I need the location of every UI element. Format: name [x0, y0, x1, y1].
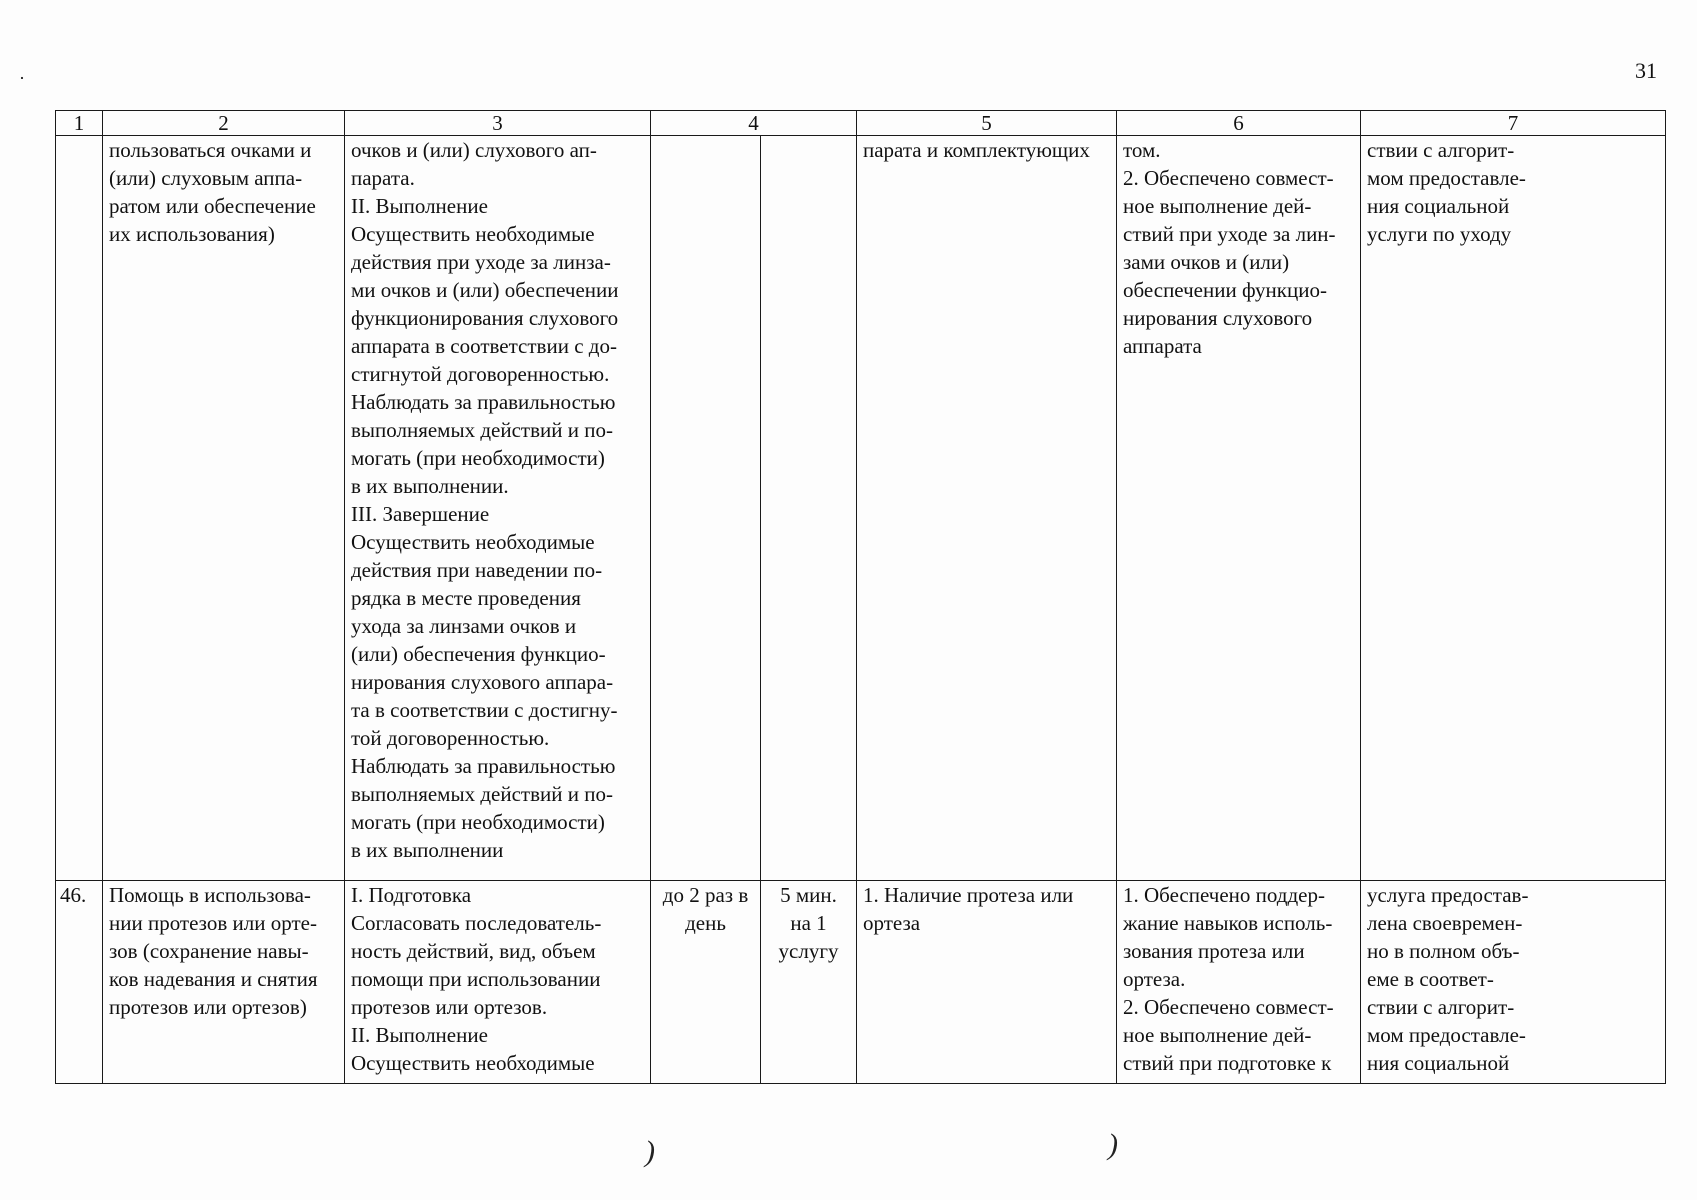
column-header-2: 2: [103, 111, 345, 136]
row-number: [56, 136, 103, 881]
frequency-cell: [651, 136, 761, 881]
service-content-cell: очков и (или) слухового ап- парата. II. Выполнение Осуществить необходимые действия при уходе за линза- ми очков и (или) обеспечении функционирования слухового аппарата в соответствии с до- стигнутой договоренностью. Наблюдать за правильностью выполняемых действий и по- могать (при необходимости) в их выполнении. III. Завершение Осуществить необходимые действия при наведении по- рядка в месте проведения ухода за линзами очков и (или) обеспечения функцио- нирования слухового аппара- та в соответствии с достигну- той договоренностью. Наблюдать за правильностью выполняемых действий и по- могать (при необходимости) в их выполнении: [345, 136, 651, 881]
quality-cell: услуга предостав- лена своевремен- но в полном объ- еме в соответ- ствии с алгорит- мом предоставле- ния социальной: [1361, 881, 1666, 1084]
column-header-1: 1: [56, 111, 103, 136]
result-cell: том. 2. Обеспечено совмест- ное выполнение дей- ствий при уходе за лин- зами очков и (или) обеспечении функцио- нирования слухового аппарата: [1117, 136, 1361, 881]
result-cell: 1. Обеспечено поддер- жание навыков исполь- зования протеза или ортеза. 2. Обеспечено совмест- ное выполнение дей- ствий при подготовке к: [1117, 881, 1361, 1084]
service-name-cell: пользоваться очками и (или) слуховым аппа- ратом или обеспечение их использования): [103, 136, 345, 881]
quality-cell: ствии с алгорит- мом предоставле- ния социальной услуги по уходу: [1361, 136, 1666, 881]
column-header-3: 3: [345, 111, 651, 136]
stray-mark: ·: [19, 68, 25, 88]
column-header-5: 5: [857, 111, 1117, 136]
service-name-cell: Помощь в использова- нии протезов или орте- зов (сохранение навы- ков надевания и снятия протезов или ортезов): [103, 881, 345, 1084]
scan-mark: ): [1108, 1128, 1118, 1161]
frequency-cell: до 2 раз в день: [651, 881, 761, 1084]
column-header-7: 7: [1361, 111, 1666, 136]
service-content-cell: I. Подготовка Согласовать последователь- ность действий, вид, объем помощи при использовании протезов или ортезов. II. Выполнение Осуществить необходимые: [345, 881, 651, 1084]
time-cell: [761, 136, 857, 881]
table-row: [56, 136, 1666, 881]
column-header-4: 4: [651, 111, 857, 136]
services-table: [55, 110, 1666, 1084]
table-row: [56, 881, 1666, 1084]
column-header-6: 6: [1117, 111, 1361, 136]
conditions-cell: 1. Наличие протеза или ортеза: [857, 881, 1117, 1084]
row-number: 46.: [56, 881, 103, 1084]
time-cell: 5 мин. на 1 услугу: [761, 881, 857, 1084]
page-number: 31: [1635, 58, 1657, 83]
scan-mark: ): [645, 1135, 655, 1168]
conditions-cell: парата и комплектующих: [857, 136, 1117, 881]
header-row: [56, 111, 1666, 136]
